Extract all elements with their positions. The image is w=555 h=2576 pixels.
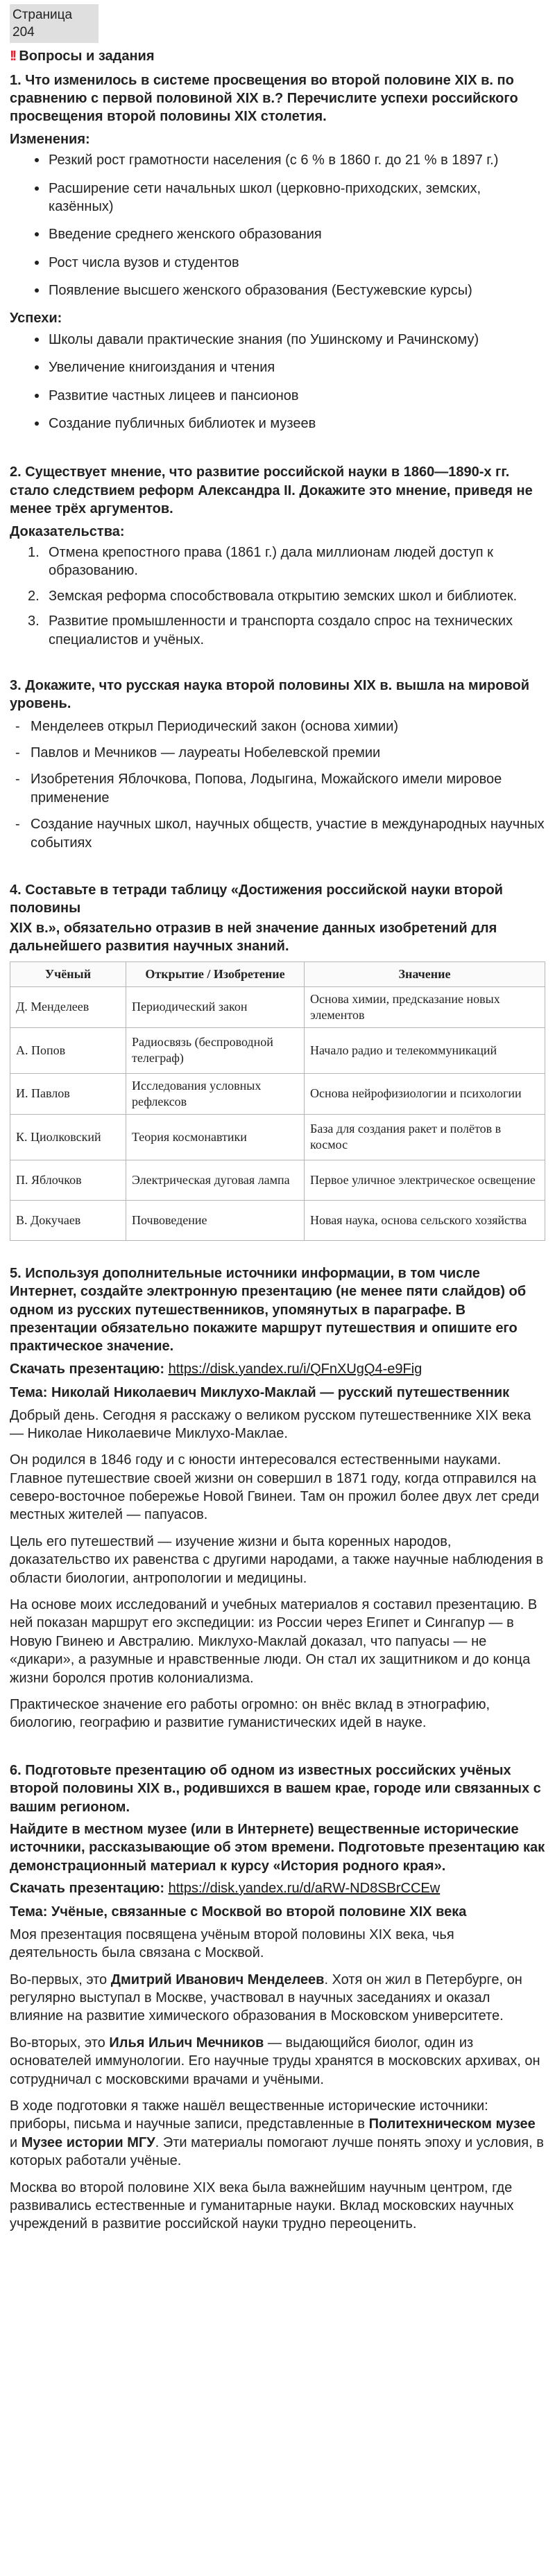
table-row xyxy=(10,1160,545,1200)
successes-label: Успехи: xyxy=(10,311,62,327)
table-cell: Электрическая дуговая лампа xyxy=(126,1160,305,1200)
scientist-name: Дмитрий Иванович Менделеев xyxy=(110,1972,325,1987)
list-item xyxy=(10,543,545,580)
list-item-text: Отмена крепостного права (1861 г.) дала миллионам людей доступ к образованию. xyxy=(49,544,493,579)
download-line-1 xyxy=(10,1360,545,1378)
table-cell: И. Павлов xyxy=(10,1073,126,1114)
question-6-text: 6. Подготовьте презентацию об одном из известных российских учёных второй половины XIX в., родившихся в вашем крае, городе или связанных с вашим регионом. xyxy=(10,1762,541,1815)
list-item: - Изобретения Яблочкова, Попова, Лодыгина, Можайского имели мировое применение xyxy=(10,770,545,807)
question-1-text: 1. Что изменилось в системе просвещения во второй половине XIX в. по сравнению с первой половиной XIX в.? Перечислите успехи российского просвещения второй половины XIX столетия. xyxy=(10,72,518,125)
question-2-text: 2. Существует мнение, что развитие российской науки в 1860—1890-х гг. стало следствием реформ Александра II. Докажите это мнение, приведя не менее трёх аргументов. xyxy=(10,464,533,517)
table-row xyxy=(10,1200,545,1240)
proof-list xyxy=(10,543,545,649)
list-item-text: Земская реформа способствовала открытию земских школ и библиотек. xyxy=(49,588,518,604)
table-cell: А. Попов xyxy=(10,1027,126,1073)
museum-name: Музее истории МГУ xyxy=(21,2134,155,2150)
question-5-text: 5. Используя дополнительные источники информации, в том числе Интернет, создайте электронную презентацию (не менее пяти слайдов) об одном из русских путешественников, упомянутых в параграфе. В презентации обязательно покажите маршрут путешествия и опишите его практическое значение. xyxy=(10,1265,527,1355)
question-5-block xyxy=(10,1264,545,1732)
list-item: Рост числа вузов и студентов xyxy=(10,254,545,272)
list-item xyxy=(10,612,545,649)
questions-heading-text: Вопросы и задания xyxy=(19,49,155,64)
list-item: Введение среднего женского образования xyxy=(10,225,545,243)
question-4-block xyxy=(10,881,545,1241)
table-cell: Основа нейрофизиологии и психологии xyxy=(305,1073,545,1114)
list-item-number: 1. xyxy=(28,544,40,560)
list-item: Развитие частных лицеев и пансионов xyxy=(10,387,545,405)
double-exclamation-icon: !! xyxy=(10,49,15,64)
paragraph: Он родился в 1846 году и с юности интересовался естественными науками. Главное путешествие своей жизни он совершил в 1871 году, когда отправился на северо-восточное побережье Новой Гвинеи. Там он прожил более двух лет среди местных жителей — папуасов. xyxy=(10,1452,540,1523)
column-header-invention: Открытие / Изобретение xyxy=(126,961,305,986)
changes-list xyxy=(10,151,545,299)
successes-list xyxy=(10,331,545,433)
text-run: Во-первых, это xyxy=(10,1972,111,1987)
changes-label: Изменения: xyxy=(10,131,90,147)
list-item: Расширение сети начальных школ (церковно-приходских, земских, казённых) xyxy=(10,180,545,216)
table-cell: Периодический закон xyxy=(126,986,305,1027)
download-link[interactable]: https://disk.yandex.ru/i/QFnXUgQ4-e9Fig xyxy=(168,1361,422,1377)
table-cell: К. Циолковский xyxy=(10,1114,126,1160)
table-header-row xyxy=(10,961,545,986)
text-run: В ходе подготовки я также нашёл вещественные исторические источники: приборы, письма и научные записи, представленные в xyxy=(10,2098,488,2132)
table-row xyxy=(10,1073,545,1114)
paragraph: Практическое значение его работы огромно: он внёс вклад в этнографию, биологию, географию и развитие гуманистических идей в науке. xyxy=(10,1696,490,1731)
text-run: и xyxy=(10,2134,22,2150)
presentation-topic: Тема: Учёные, связанные с Москвой во второй половине XIX века xyxy=(10,1904,467,1920)
question-6-task: Найдите в местном музее (или в Интернете) вещественные исторические источники, рассказывающие об этом времени. Подготовьте презентацию как демонстрационный материал к курсу «История родного края». xyxy=(10,1821,545,1874)
list-item: - Павлов и Мечников — лауреаты Нобелевской премии xyxy=(10,744,545,762)
list-item-number: 2. xyxy=(28,588,40,604)
table-cell: Д. Менделеев xyxy=(10,986,126,1027)
museum-name: Политехническом музее xyxy=(368,2116,536,2132)
paragraph: Москва во второй половине XIX века была важнейшим научным центром, где развивались естественные и гуманитарные науки. Вклад московских научных учреждений в развитие российской науки трудно переоценить. xyxy=(10,2179,514,2232)
paragraph xyxy=(10,2034,545,2089)
question-1-block xyxy=(10,71,545,433)
column-header-significance: Значение xyxy=(305,961,545,986)
download-label: Скачать презентацию: xyxy=(10,1361,165,1377)
table-cell: Теория космонавтики xyxy=(126,1114,305,1160)
text-run: . Хотя он жил в Петербурге, он регулярно выступал в Москве, участвовал в научных заседаниях и оказал влияние на развитие химического образования в Московском университете. xyxy=(10,1972,522,2024)
download-link[interactable]: https://disk.yandex.ru/d/aRW-ND8SBrCCEw xyxy=(168,1881,441,1897)
table-cell: Новая наука, основа сельского хозяйства xyxy=(305,1200,545,1240)
table-row xyxy=(10,1114,545,1160)
question-2-block xyxy=(10,463,545,649)
list-item-text: Развитие промышленности и транспорта создало спрос на технических специалистов и учёных. xyxy=(49,613,513,647)
text-run: Во-вторых, это xyxy=(10,2035,110,2051)
table-cell: Почвоведение xyxy=(126,1200,305,1240)
list-item: Резкий рост грамотности населения (с 6 % в 1860 г. до 21 % в 1897 г.) xyxy=(10,151,545,169)
text-run: . Эти материалы помогают лучше понять эпоху и условия, в которых работали учёные. xyxy=(10,2134,544,2169)
list-item xyxy=(10,587,545,605)
scientist-name: Илья Ильич Мечников xyxy=(109,2035,264,2051)
achievements-table xyxy=(10,961,545,1241)
presentation-topic: Тема: Николай Николаевич Миклухо-Маклай — русский путешественник xyxy=(10,1385,510,1401)
question-3-text: 3. Докажите, что русская наука второй половины XIX в. вышла на мировой уровень. xyxy=(10,677,529,712)
paragraph: Добрый день. Сегодня я расскажу о великом русском путешественнике XIX века — Николае Николаевиче Миклухо-Маклае. xyxy=(10,1407,531,1441)
table-cell: Начало радио и телекоммуникаций xyxy=(305,1027,545,1073)
paragraph: На основе моих исследований и учебных материалов я составил презентацию. В ней показан маршрут его экспедиции: из России через Египет и Сингапур — в Новую Гвинею и Австралию. Миклухо-Маклай доказал, что папуасы — не «дикари», а разумные и нравственные люди. Он стал их защитником и до конца жизни боролся против колониализма. xyxy=(10,1597,538,1686)
list-item: - Менделеев открыл Периодический закон (основа химии) xyxy=(10,717,545,736)
list-item: Появление высшего женского образования (Бестужевские курсы) xyxy=(10,281,545,299)
question-3-block xyxy=(10,677,545,852)
paragraph xyxy=(10,2097,545,2170)
table-cell: П. Яблочков xyxy=(10,1160,126,1200)
achievements-list xyxy=(10,717,545,852)
table-cell: Первое уличное электрическое освещение xyxy=(305,1160,545,1200)
list-item: Увеличение книгоиздания и чтения xyxy=(10,358,545,376)
table-cell: Радиосвязь (беспроводной телеграф) xyxy=(126,1027,305,1073)
text-run: — выдающийся биолог, один из основателей иммунологии. Его научные труды хранятся в московских архивах, он сотрудничал с московскими врачами и учёными. xyxy=(10,2035,540,2087)
list-item: Школы давали практические знания (по Ушинскому и Рачинскому) xyxy=(10,331,545,349)
table-cell: В. Докучаев xyxy=(10,1200,126,1240)
table-row xyxy=(10,986,545,1027)
download-line-2 xyxy=(10,1879,545,1897)
column-header-scientist: Учёный xyxy=(10,961,126,986)
table-cell: База для создания ракет и полётов в космос xyxy=(305,1114,545,1160)
table-cell: Основа химии, предсказание новых элементов xyxy=(305,986,545,1027)
table-cell: Исследования условных рефлексов xyxy=(126,1073,305,1114)
question-4-text-a: 4. Составьте в тетради таблицу «Достижения российской науки второй половины xyxy=(10,882,503,916)
list-item: - Создание научных школ, научных обществ, участие в международных научных событиях xyxy=(10,815,545,852)
table-row xyxy=(10,1027,545,1073)
paragraph: Моя презентация посвящена учёным второй половины XIX века, чья деятельность была связана с Москвой. xyxy=(10,1926,454,1961)
paragraph xyxy=(10,1971,545,2026)
proof-label: Доказательства: xyxy=(10,523,125,539)
question-6-block xyxy=(10,1761,545,2234)
question-4-text-b: XIX в.», обязательно отразив в ней значение данных изобретений для дальнейшего развития научных знаний. xyxy=(10,920,497,955)
download-label: Скачать презентацию: xyxy=(10,1881,165,1897)
list-item-number: 3. xyxy=(28,613,40,629)
list-item: Создание публичных библиотек и музеев xyxy=(10,415,545,433)
paragraph: Цель его путешествий — изучение жизни и быта коренных народов, доказательство их равенства с другими народами, а также научные наблюдения в области биологии, антропологии и медицины. xyxy=(10,1533,544,1586)
page-number-label: Страница 204 xyxy=(10,4,99,43)
questions-heading xyxy=(10,47,545,65)
